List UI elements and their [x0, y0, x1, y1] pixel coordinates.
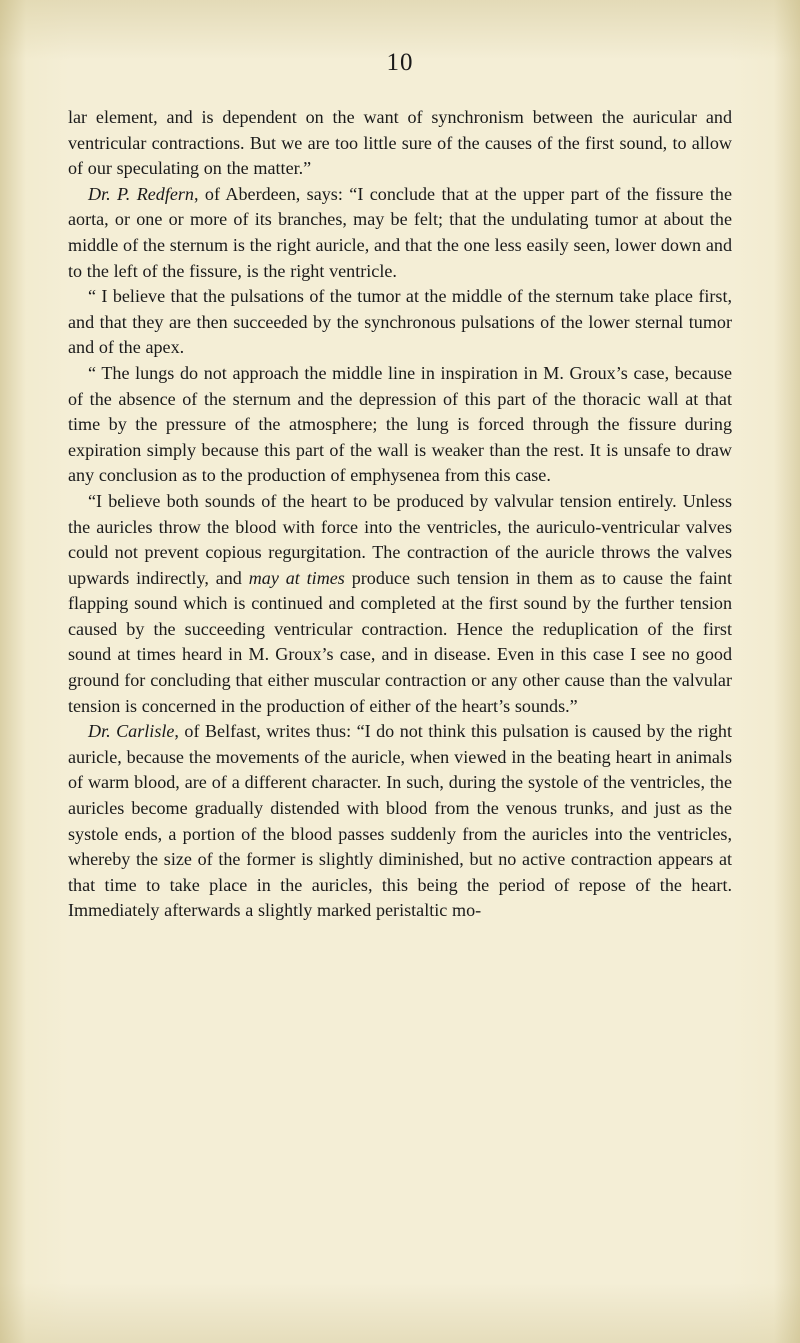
emphasis-text: Dr. Carlisle: [88, 721, 175, 742]
page-number: 10: [386, 49, 414, 76]
body-text: , of Belfast, writes thus: “I do not think this pulsation is caused by the right auricle, because the movements of the auricle, when viewed in the beating heart in animals of warm blood, are of a different character. In such, during the systole of the ventricles, the auricles become gradually distended with blood from the venous trunks, and just as the systole ends, a portion of the blood passes suddenly from the auricles into the ventricles, whereby the size of the former is slightly diminished, but no active contraction appears at that time to take place in the auricles, this being the period of repose of the heart. Immediately afterwards a slightly marked peristaltic mo-: [68, 721, 732, 921]
paragraph: [68, 105, 732, 182]
emphasis-text: may at times: [248, 567, 345, 588]
paragraph: [68, 361, 732, 489]
paragraph: [68, 719, 732, 924]
body-text: lar element, and is dependent on the want of synchronism between the auricular and ventricular contractions. But we are too little sure of the causes of the first sound, to allow of our speculating on the matter.”: [68, 107, 732, 179]
text-block: [68, 75, 732, 924]
body-text: produce such tension in them as to cause the faint flapping sound which is continued and completed at the first sound by the further tension caused by the succeeding ventricular contraction. Hence the reduplication of the first sound at times heard in M. Groux’s case, and in disease. Even in this case I see no good ground for concluding that either muscular contraction or any other cause than the valvular tension is concerned in the production of either of the heart’s sounds.”: [68, 567, 732, 716]
body-text: “ The lungs do not approach the middle line in inspiration in M. Groux’s case, because of the absence of the sternum and the depression of this part of the thoracic wall at that time by the pressure of the atmosphere; the lung is forced through the fissure during expiration simply because this part of the wall is weaker than the rest. It is unsafe to draw any conclusion as to the production of emphysenea from this case.: [68, 362, 732, 486]
paragraph: [68, 182, 732, 284]
paragraph: [68, 284, 732, 361]
body-text: “I believe both sounds of the heart to be produced by valvular tension entirely. Unless the auricles throw the blood with force into the ventricles, the auriculo-ventricular valves could not prevent copious regurgitation. The contraction of the auricle throws the valves upwards indirectly, and: [68, 490, 732, 588]
paragraph: [68, 489, 732, 719]
emphasis-text: Dr. P. Redfern: [88, 183, 194, 204]
body-text: “ I believe that the pulsations of the tumor at the middle of the sternum take place first, and that they are then succeeded by the synchronous pulsations of the lower sternal tumor and of the apex.: [68, 286, 732, 358]
body-text: , of Aberdeen, says: “I conclude that at the upper part of the fissure the aorta, or one or more of its branches, may be felt; that the undulating tumor at about the middle of the sternum is the right auricle, and that the one less easily seen, lower down and to the left of the fissure, is the right ventricle.: [68, 183, 732, 281]
